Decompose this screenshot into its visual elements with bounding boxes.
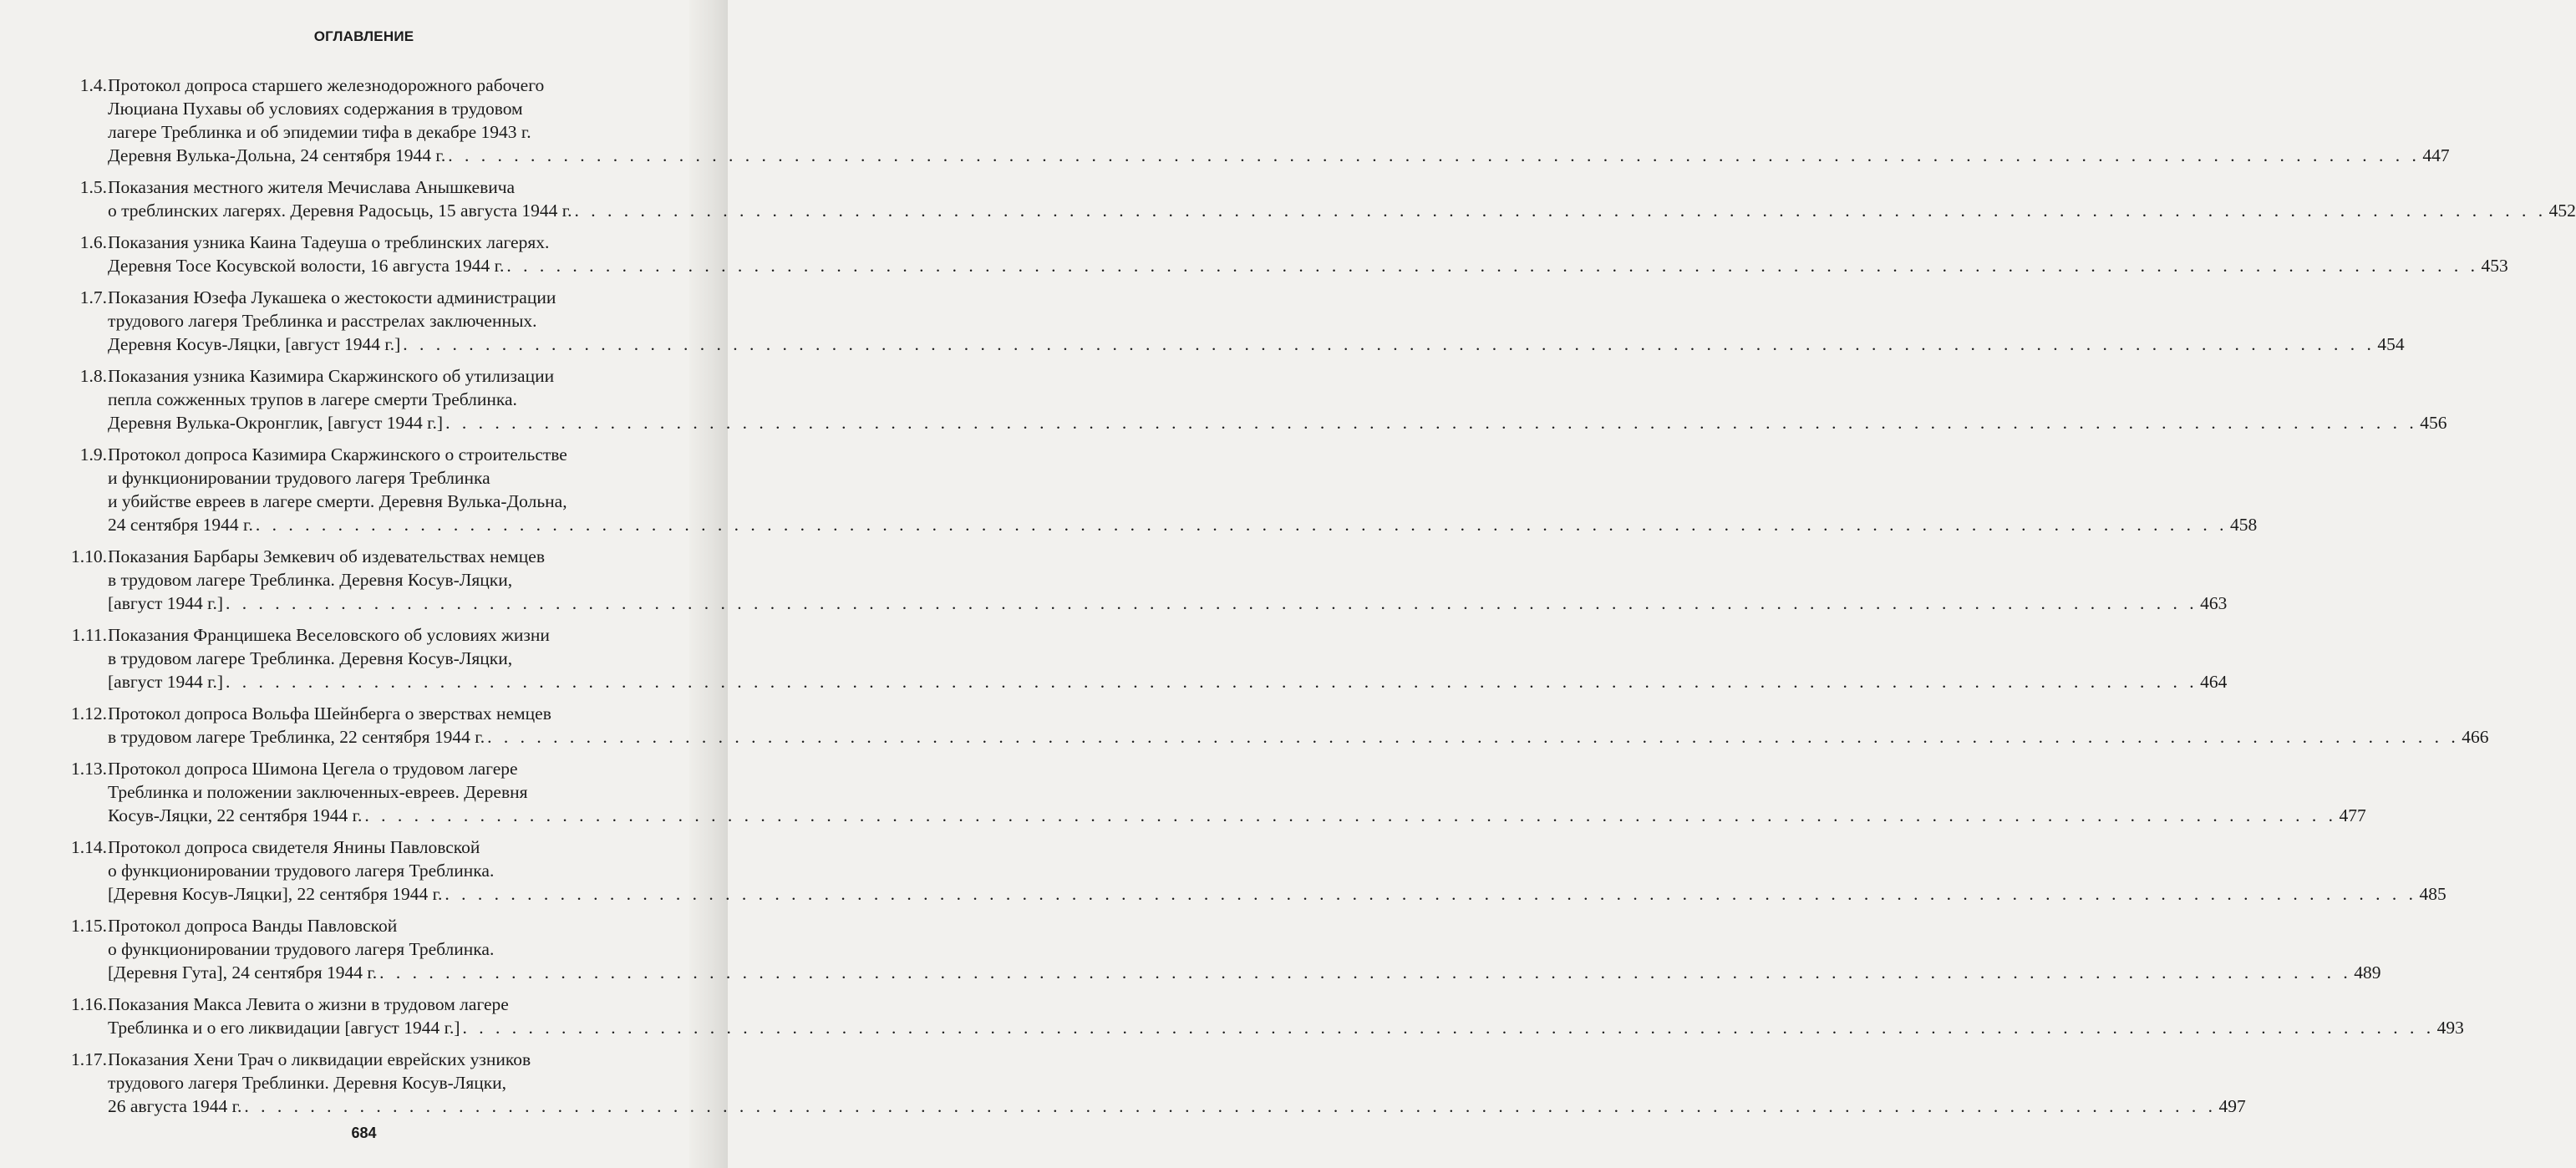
page-number: 684 xyxy=(351,1125,377,1141)
toc-entry-title-line: [август 1944 г.] xyxy=(108,593,224,613)
toc-entry-number: 1.11. xyxy=(71,625,107,645)
toc-entry-title-line: в трудовом лагере Треблинка. Деревня Косув-Ляцки, xyxy=(108,648,513,668)
dot-leader: . . . . . . . . . . . . . . . . . . . . . . . . . . . . . . . . . . . . . . . . . . . . . . . . . . . . . . . . . . . . . . . . . . . . . . . . . . . . . . . . . . . . . . . . . . . . . . . . . . . . . . . . . . . . . . . . . . . . . . . . xyxy=(448,145,2421,165)
toc-entry-number: 1.7. xyxy=(79,287,107,307)
toc-entry-title-line: Показания местного жителя Мечислава Анышкевича xyxy=(108,177,516,197)
toc-entry xyxy=(58,757,2366,827)
toc-entry-title-line: Протокол допроса Шимона Цегела о трудовом лагере xyxy=(108,759,518,779)
toc-entry-number: 1.4. xyxy=(79,75,107,95)
toc-entry-number: 1.17. xyxy=(71,1049,107,1069)
toc-page-number: 489 xyxy=(2354,962,2381,983)
toc-page-number: 477 xyxy=(2339,805,2366,825)
toc-entry-title-line: Показания узника Казимира Скаржинского об утилизации xyxy=(108,366,555,386)
toc-entry-number: 1.6. xyxy=(79,232,107,252)
toc-entry-title-line: Показания Францишека Веселовского об условиях жизни xyxy=(108,625,550,645)
toc-entry-number: 1.5. xyxy=(79,177,107,197)
toc-page-number: 493 xyxy=(2436,1018,2464,1038)
toc-entry-title-line: в трудовом лагере Треблинка. Деревня Косув-Ляцки, xyxy=(108,570,513,590)
toc-entry-title-line: о треблинских лагерях. Деревня Радосьць, 15 августа 1944 г. xyxy=(108,201,572,221)
toc-entry xyxy=(58,364,2447,434)
toc-page-number: 458 xyxy=(2229,515,2258,535)
toc-entry xyxy=(58,993,2464,1039)
toc-entry-title-line: [Деревня Косув-Ляцки], 22 сентября 1944 г. xyxy=(108,884,443,904)
toc-entry-title-line: и убийстве евреев в лагере смерти. Деревня Вулька-Дольна, xyxy=(108,491,567,511)
toc-entry-title-line: Показания Макса Левита о жизни в трудовом лагере xyxy=(108,994,509,1014)
toc-entry xyxy=(58,545,2228,615)
toc-page-number: 464 xyxy=(2200,672,2228,692)
toc-entry-title-line: 24 сентября 1944 г. xyxy=(108,515,253,535)
dot-leader: . . . . . . . . . . . . . . . . . . . . . . . . . . . . . . . . . . . . . . . . . . . . . . . . . . . . . . . . . . . . . . . . . . . . . . . . . . . . . . . . . . . . . . . . . . . . . . . . . . . . . . . . . . . . . . . . . . . . . . . . xyxy=(379,962,2352,983)
toc-entry-number: 1.9. xyxy=(79,444,107,465)
toc-entry-title-line: Косув-Ляцки, 22 сентября 1944 г. xyxy=(108,805,363,825)
toc-entry-title-line: пепла сожженных трупов в лагере смерти Треблинка. xyxy=(108,389,517,409)
page-edge xyxy=(689,0,728,1168)
toc-entry-title-line: Протокол допроса свидетеля Янины Павловской xyxy=(108,837,480,857)
toc-entry-title-line: в трудовом лагере Треблинка, 22 сентября 1944 г. xyxy=(108,727,485,747)
toc-entry-title-line: Деревня Тосе Косувской волости, 16 августа 1944 г. xyxy=(108,256,505,276)
dot-leader: . . . . . . . . . . . . . . . . . . . . . . . . . . . . . . . . . . . . . . . . . . . . . . . . . . . . . . . . . . . . . . . . . . . . . . . . . . . . . . . . . . . . . . . . . . . . . . . . . . . . . . . . . . . . . . . . . . . . . . . . xyxy=(364,805,2337,825)
dot-leader: . . . . . . . . . . . . . . . . . . . . . . . . . . . . . . . . . . . . . . . . . . . . . . . . . . . . . . . . . . . . . . . . . . . . . . . . . . . . . . . . . . . . . . . . . . . . . . . . . . . . . . . . . . . . . . . . . . . . . . . . xyxy=(226,672,2198,692)
toc-entry-title-line: Протокол допроса Ванды Павловской xyxy=(108,916,398,936)
toc-entry-title-line: трудового лагеря Треблинка и расстрелах заключенных. xyxy=(108,311,537,331)
toc-entry-title-line: Показания Хени Трач о ликвидации еврейских узников xyxy=(108,1049,531,1069)
toc-entry-title-line: Треблинка и положении заключенных-евреев. Деревня xyxy=(108,782,528,802)
page-header: ОГЛАВЛЕНИЕ xyxy=(313,28,414,44)
toc-entry-title-line: трудового лагеря Треблинки. Деревня Косув-Ляцки, xyxy=(108,1073,507,1093)
toc-page-number: 452 xyxy=(2548,201,2576,221)
toc-entry-title-line: Протокол допроса Казимира Скаржинского о строительстве xyxy=(108,444,567,465)
toc-entry-title-line: [Деревня Гута], 24 сентября 1944 г. xyxy=(108,962,378,983)
dot-leader: . . . . . . . . . . . . . . . . . . . . . . . . . . . . . . . . . . . . . . . . . . . . . . . . . . . . . . . . . . . . . . . . . . . . . . . . . . . . . . . . . . . . . . . . . . . . . . . . . . . . . . . . . . . . . . . . . . . . . . . . xyxy=(445,884,2417,904)
toc-entry-title-line: и функционировании трудового лагеря Треблинка xyxy=(108,468,490,488)
toc-entry-title-line: 26 августа 1944 г. xyxy=(108,1096,242,1116)
dot-leader: . . . . . . . . . . . . . . . . . . . . . . . . . . . . . . . . . . . . . . . . . . . . . . . . . . . . . . . . . . . . . . . . . . . . . . . . . . . . . . . . . . . . . . . . . . . . . . . . . . . . . . . . . . . . . . . . . . . . . . . . xyxy=(487,727,2460,747)
toc-entry-title-line: о функционировании трудового лагеря Треблинка. xyxy=(108,861,495,881)
toc-entry xyxy=(58,835,2446,906)
toc-entry-title-line: лагере Треблинка и об эпидемии тифа в декабре 1943 г. xyxy=(108,122,531,142)
toc-entry xyxy=(58,623,2228,693)
toc-entry-number: 1.12. xyxy=(71,703,107,724)
toc-entry-title-line: Деревня Косув-Ляцки, [август 1944 г.] xyxy=(108,334,401,354)
toc-entry-title-line: Деревня Вулька-Окронглик, [август 1944 г.] xyxy=(108,413,444,433)
toc-entry-title-line: Показания Барбары Земкевич об издевательствах немцев xyxy=(108,546,545,566)
dot-leader: . . . . . . . . . . . . . . . . . . . . . . . . . . . . . . . . . . . . . . . . . . . . . . . . . . . . . . . . . . . . . . . . . . . . . . . . . . . . . . . . . . . . . . . . . . . . . . . . . . . . . . . . . . . . . . . . . . . . . . . . xyxy=(226,593,2198,613)
table-of-contents xyxy=(58,74,2576,1126)
toc-entry xyxy=(58,286,2405,356)
toc-page-number: 454 xyxy=(2377,334,2405,354)
toc-entry xyxy=(58,443,2258,536)
toc-page-number: 485 xyxy=(2419,884,2446,904)
toc-entry-title-line: Люциана Пухавы об условиях содержания в трудовом xyxy=(108,99,523,119)
toc-entry xyxy=(58,702,2489,749)
toc-entry-title-line: Показания узника Каина Тадеуша о треблинских лагерях. xyxy=(108,232,550,252)
dot-leader: . . . . . . . . . . . . . . . . . . . . . . . . . . . . . . . . . . . . . . . . . . . . . . . . . . . . . . . . . . . . . . . . . . . . . . . . . . . . . . . . . . . . . . . . . . . . . . . . . . . . . . . . . . . . . . . . . . . . . . . . xyxy=(244,1096,2217,1116)
toc-entry xyxy=(58,914,2381,984)
toc-entry xyxy=(58,231,2508,277)
toc-entry-title-line: о функционировании трудового лагеря Треблинка. xyxy=(108,939,495,959)
toc-page-number: 466 xyxy=(2462,727,2489,747)
toc-entry-number: 1.14. xyxy=(71,837,107,857)
toc-page-number: 463 xyxy=(2200,593,2228,613)
toc-page-number: 447 xyxy=(2422,145,2450,165)
toc-page-number: 497 xyxy=(2218,1096,2246,1116)
dot-leader: . . . . . . . . . . . . . . . . . . . . . . . . . . . . . . . . . . . . . . . . . . . . . . . . . . . . . . . . . . . . . . . . . . . . . . . . . . . . . . . . . . . . . . . . . . . . . . . . . . . . . . . . . . . . . . . . . . . . . . . . xyxy=(574,201,2547,221)
toc-entry-title-line: Показания Юзефа Лукашека о жестокости администрации xyxy=(108,287,556,307)
toc-entry-number: 1.16. xyxy=(71,994,107,1014)
toc-entry-number: 1.15. xyxy=(71,916,107,936)
toc-page-number: 456 xyxy=(2420,413,2447,433)
dot-leader: . . . . . . . . . . . . . . . . . . . . . . . . . . . . . . . . . . . . . . . . . . . . . . . . . . . . . . . . . . . . . . . . . . . . . . . . . . . . . . . . . . . . . . . . . . . . . . . . . . . . . . . . . . . . . . . . . . . . . . . . xyxy=(255,515,2228,535)
toc-entry-title-line: Протокол допроса старшего железнодорожного рабочего xyxy=(108,75,545,95)
toc-entry xyxy=(58,1048,2246,1118)
toc-page-number: 453 xyxy=(2481,256,2508,276)
dot-leader: . . . . . . . . . . . . . . . . . . . . . . . . . . . . . . . . . . . . . . . . . . . . . . . . . . . . . . . . . . . . . . . . . . . . . . . . . . . . . . . . . . . . . . . . . . . . . . . . . . . . . . . . . . . . . . . . . . . . . . . . xyxy=(445,413,2418,433)
dot-leader: . . . . . . . . . . . . . . . . . . . . . . . . . . . . . . . . . . . . . . . . . . . . . . . . . . . . . . . . . . . . . . . . . . . . . . . . . . . . . . . . . . . . . . . . . . . . . . . . . . . . . . . . . . . . . . . . . . . . . . . . xyxy=(403,334,2375,354)
toc-entry-title-line: Треблинка и о его ликвидации [август 1944 г.] xyxy=(108,1018,460,1038)
toc-entry-number: 1.8. xyxy=(79,366,107,386)
toc-entry-title-line: Протокол допроса Вольфа Шейнберга о зверствах немцев xyxy=(108,703,551,724)
toc-entry-title-line: Деревня Вулька-Дольна, 24 сентября 1944 г. xyxy=(108,145,446,165)
toc-entry xyxy=(58,74,2450,167)
dot-leader: . . . . . . . . . . . . . . . . . . . . . . . . . . . . . . . . . . . . . . . . . . . . . . . . . . . . . . . . . . . . . . . . . . . . . . . . . . . . . . . . . . . . . . . . . . . . . . . . . . . . . . . . . . . . . . . . . . . . . . . . xyxy=(462,1018,2435,1038)
dot-leader: . . . . . . . . . . . . . . . . . . . . . . . . . . . . . . . . . . . . . . . . . . . . . . . . . . . . . . . . . . . . . . . . . . . . . . . . . . . . . . . . . . . . . . . . . . . . . . . . . . . . . . . . . . . . . . . . . . . . . . . . xyxy=(506,256,2479,276)
toc-entry-number: 1.10. xyxy=(71,546,107,566)
toc-entry-title-line: [август 1944 г.] xyxy=(108,672,224,692)
toc-entry xyxy=(58,175,2576,222)
toc-entry-number: 1.13. xyxy=(71,759,107,779)
